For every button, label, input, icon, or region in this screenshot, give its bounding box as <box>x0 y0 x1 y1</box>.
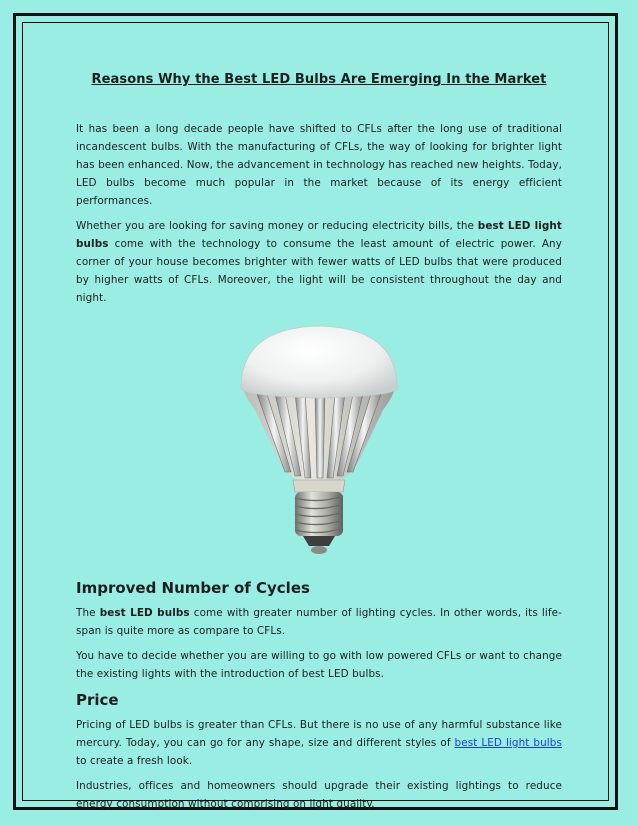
savings-paragraph <box>76 217 562 307</box>
upgrade-paragraph: Industries, offices and homeowners should upgrade their existing lightings to reduce energy consumption without comprising on light quality. <box>76 780 562 810</box>
bold-keyword: best LED light bulbs <box>76 220 562 250</box>
bold-keyword: best LED bulbs <box>99 607 190 619</box>
text-run: come with the technology to consume the least amount of electric power. Any corner of your house becomes brighter with fewer watts of LED bulbs that were produced by higher watts of CFLs. Moreover, the light will be consistent throughout the day and night. <box>76 238 562 304</box>
text-run: to create a fresh look. <box>76 755 193 767</box>
section-heading-cycles: Improved Number of Cycles <box>76 579 310 597</box>
intro-paragraph: It has been a long decade people have shifted to CFLs after the long use of traditional incandescent bulbs. With the manufacturing of CFLs, the way of looking for brighter light has been enhanced. Now, the advancement in technology has reached new heights. Today, LED bulbs become much popular in the market because of its energy efficient performances. <box>76 123 562 207</box>
bulb-image <box>76 324 562 562</box>
cycles-paragraph <box>76 604 562 640</box>
text-run: Whether you are looking for saving money or reducing electricity bills, the <box>76 220 478 232</box>
document-body <box>76 72 562 813</box>
decision-paragraph: You have to decide whether you are willing to go with low powered CFLs or want to change the existing lights with the introduction of best LED bulbs. <box>76 650 562 680</box>
section-heading-price: Price <box>76 691 119 709</box>
text-run: come with greater number of lighting cycles. In other words, its life-span is quite more as compare to CFLs. <box>76 607 562 637</box>
price-paragraph <box>76 716 562 770</box>
document-title: Reasons Why the Best LED Bulbs Are Emerging In the Market <box>91 72 547 87</box>
text-run: The <box>76 607 100 619</box>
led-bulb-icon <box>233 324 405 556</box>
text-run: Pricing of LED bulbs is greater than CFLs. But there is no use of any harmful substance like mercury. Today, you can go for any shape, size and different styles of <box>76 719 562 749</box>
best-led-bulbs-link[interactable]: best LED light bulbs <box>454 737 562 749</box>
